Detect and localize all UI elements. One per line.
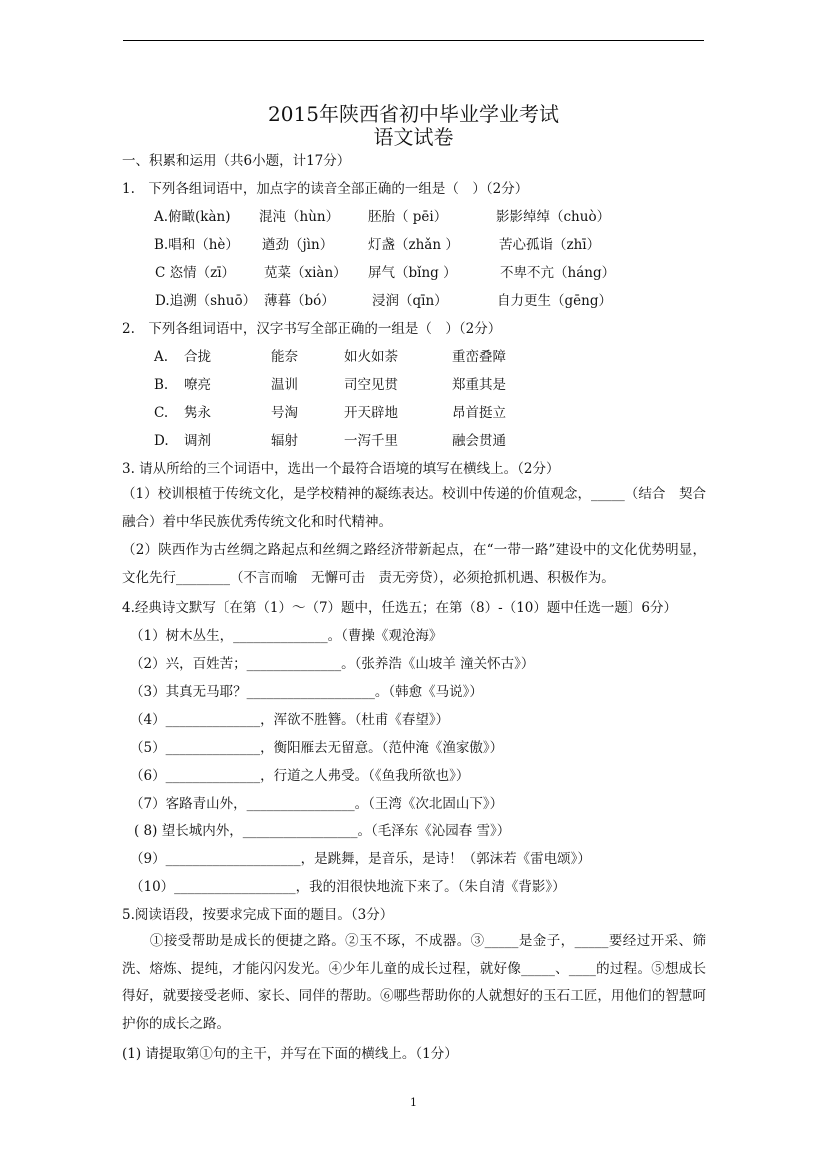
q1-opt: 遒劲（jìn）	[262, 237, 334, 253]
q2-opt: 辐射	[271, 433, 298, 449]
q1-opt: 混沌（hùn）	[259, 209, 340, 225]
q3-part2: （2）陕西作为古丝绸之路起点和丝绸之路经济带新起点，在“一带一路”建设中的文化优势明显，文化先行________（不言而喻 无懈可击 责无旁贷），必须抢抓机遇、积极作为。	[122, 542, 706, 586]
q1-opt: 浸润（qīn）	[372, 293, 448, 309]
q1-opt: 苋菜（xiàn）	[264, 265, 347, 281]
q2-opt-letter: A.	[154, 349, 169, 365]
q2-opt: 一泻千里	[344, 433, 398, 449]
q4-item: （1）树木丛生，______________。（曹操《观沧海》	[130, 628, 443, 644]
q4-item: （10）__________________，我的泪很快地流下来了。（朱自清《背影》）	[130, 879, 566, 895]
exam-title: 2015年陕西省初中毕业学业考试	[268, 102, 559, 126]
q5-passage: ①接受帮助是成长的便捷之路。②玉不琢，不成器。③_____是金子，_____要经过开采、筛洗、熔炼、提纯，才能闪闪发光。④少年儿童的成长过程，就好像_____、____的过程。⑤想成长得好，就要接受老师、家长、同伴的帮助。⑥哪些帮助你的人就想好的玉石工匠，用他们的智慧呵护你的成长之路。	[122, 933, 706, 1032]
q2-opt: 温训	[271, 377, 298, 393]
q1-stem: 1. 下列各组词语中，加点字的读音全部正确的一组是（ ）（2分）	[122, 181, 529, 197]
q2-opt: 重峦叠障	[452, 349, 506, 365]
q2-opt: 隽永	[184, 405, 211, 421]
q1-opt: C 恣情（zī）	[155, 265, 236, 281]
q4-item: ( 8) 望长城内外，_________________。（毛泽东《沁园春 雪》）	[134, 823, 511, 839]
q2-opt: 开天辟地	[344, 405, 398, 421]
exam-subtitle: 语文试卷	[373, 125, 454, 149]
q2-opt-letter: D.	[154, 433, 169, 449]
q1-opt: 屏气（bǐng ）	[368, 265, 457, 281]
q2-stem: 2. 下列各组词语中，汉字书写全部正确的一组是（ ）（2分）	[122, 321, 502, 337]
q2-opt: 能奈	[271, 349, 298, 365]
q4-item: （7）客路青山外，________________。（王湾《次北固山下》）	[130, 796, 504, 812]
q4-stem: 4.经典诗文默写〔在第（1）～（7）题中，任选五；在第（8）-（10）题中任选一题〕6分）	[122, 600, 677, 616]
q2-opt: 调剂	[184, 433, 211, 449]
q3-stem: 3. 请从所给的三个词语中，选出一个最符合语境的填写在横线上。（2分）	[122, 461, 560, 477]
q2-opt: 合拢	[184, 349, 211, 365]
q1-opt: 自力更生（gēng）	[497, 293, 612, 309]
q1-opt: D.追溯（shuō）	[155, 293, 257, 309]
q1-opt: 胚胎（ pēi）	[368, 209, 448, 225]
q2-opt-letter: B.	[154, 377, 169, 393]
q1-opt: B.唱和（hè）	[154, 237, 239, 253]
q1-opt: 灯盏（zhǎn ）	[368, 237, 459, 253]
q4-item: （4）______________，浑欲不胜簪。（杜甫《春望》）	[130, 712, 450, 728]
q2-opt-letter: C.	[154, 405, 169, 421]
q4-item: （5）______________，衡阳雁去无留意。（范仲淹《渔家傲》）	[130, 740, 504, 756]
q1-opt: 不卑不亢（háng）	[500, 265, 616, 281]
header-rule	[123, 40, 704, 41]
q4-item: （2）兴，百姓苦；______________。（张养浩《山坡羊 潼关怀古》）	[130, 656, 535, 672]
q1-opt: 薄暮（bó）	[264, 293, 335, 309]
q5-stem: 5.阅读语段，按要求完成下面的题目。（3分）	[122, 907, 394, 923]
q3-part1: （1）校训根植于传统文化，是学校精神的凝练表达。校训中传递的价值观念，_____（结合 契合 融合）着中华民族优秀传统文化和时代精神。	[122, 486, 720, 530]
q2-opt: 融会贯通	[452, 433, 506, 449]
q1-opt: 苦心孤诣（zhī）	[499, 237, 601, 253]
q2-opt: 司空见贯	[344, 377, 398, 393]
q5-sub1: (1) 请提取第①句的主干，并写在下面的横线上。（1分）	[122, 1046, 458, 1062]
q2-opt: 如火如荼	[344, 349, 398, 365]
q2-opt: 号淘	[271, 405, 298, 421]
q1-opt: 影影绰绰（chuò）	[496, 209, 611, 225]
q4-item: （9）____________________，是跳舞，是音乐，是诗！（郭沫若《雷电颂》）	[130, 851, 591, 867]
q2-opt: 嘹亮	[184, 377, 211, 393]
q4-item: （6）______________，行道之人弗受。（《鱼我所欲也》）	[130, 768, 470, 784]
q2-opt: 昂首挺立	[452, 405, 506, 421]
q1-opt: A.俯瞰(kàn)	[154, 209, 231, 225]
q2-opt: 郑重其是	[452, 377, 506, 393]
q4-item: （3）其真无马耶？___________________。（韩愈《马说》）	[130, 684, 483, 700]
page-number: 1	[410, 1096, 417, 1109]
section-heading: 一、积累和运用（共6小题，计17分）	[122, 153, 351, 169]
